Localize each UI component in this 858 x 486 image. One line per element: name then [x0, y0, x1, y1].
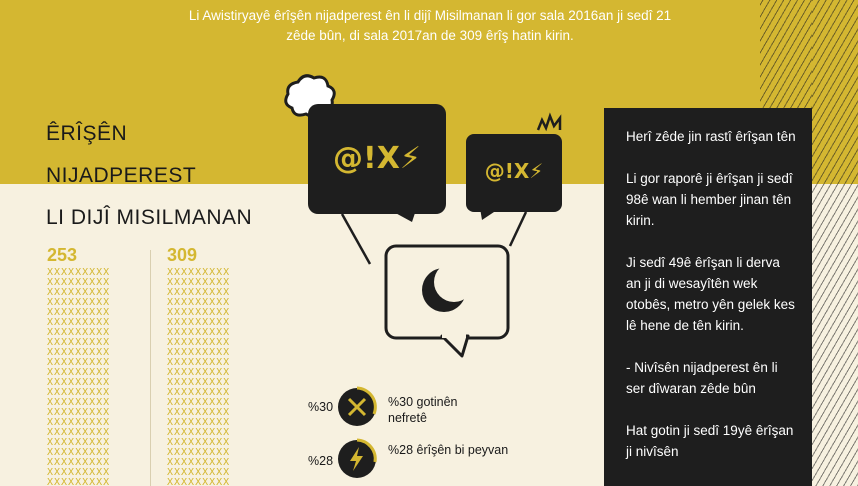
- stat-percent: %28: [308, 454, 334, 468]
- headline-line-2: zêde bûn, di sala 2017an de 309 êrîş hatin kirin.: [286, 28, 574, 43]
- headline-line-1: Li Awistiryayê êrîşên nijadperest ên li dijî Misilmanan li gor sala 2016an ji sedî 21: [188, 8, 672, 23]
- stat-percent: %30: [308, 400, 334, 414]
- x-pattern-column-right: XXXXXXXXX XXXXXXXXX XXXXXXXXX XXXXXXXXX XXXXXXXXX XXXXXXXXX XXXXXXXXX XXXXXXXXX XXXXXXXXX XXXXXXXXX XXXXXXXXX XXXXXXXXX XXXXXXXXX XXXXXXXXX XXXXXXXXX XXXXXXXXX XXXXXXXXX XXXXXXXXX XXXXXXXXX XXXXXXXXX XXXXXXXXX XXXXXXXXX: [167, 268, 231, 486]
- title-line-3: LI DIJÎ MISILMANAN: [46, 206, 253, 229]
- speech-bubble-small: [466, 134, 562, 220]
- x-pattern-column-left: XXXXXXXXX XXXXXXXXX XXXXXXXXX XXXXXXXXX XXXXXXXXX XXXXXXXXX XXXXXXXXX XXXXXXXXX XXXXXXXXX XXXXXXXXX XXXXXXXXX XXXXXXXXX XXXXXXXXX XXXXXXXXX XXXXXXXXX XXXXXXXXX XXXXXXXXX XXXXXXXXX XXXXXXXXX XXXXXXXXX XXXXXXXXX XXXXXXXXX: [47, 268, 111, 486]
- panel-paragraph-5: Hat gotin ji sedî 19yê êrîşan ji nivîsên: [626, 423, 794, 459]
- info-panel: [604, 108, 812, 486]
- year-value-right: 309: [167, 245, 198, 265]
- stat-label: %28 êrîşên bi peyvan: [388, 443, 509, 457]
- panel-paragraph-3: Ji sedî 49ê êrîşan li derva an ji di wesayîtên wek otobês, metro yên gelek kes lê hene de tên kirin.: [626, 255, 795, 333]
- year-value-left: 253: [47, 245, 78, 265]
- panel-paragraph-2: Li gor raporê ji êrîşan ji sedî 98ê wan li hember jinan tên kirin.: [626, 171, 793, 228]
- speech-bubble-large: [308, 104, 446, 222]
- panel-paragraph-4: - Nivîsên nijadperest ên li ser dîwaran zêde bûn: [626, 360, 778, 396]
- title-line-2: NIJADPEREST: [46, 164, 197, 187]
- burst-icon: [538, 116, 560, 130]
- hatch-decoration: [812, 0, 858, 486]
- stat-label: %30 gotinên: [388, 395, 458, 409]
- title-line-1: ÊRÎŞÊN: [46, 122, 128, 145]
- lightning-icon: [336, 438, 378, 480]
- symbol-text-small: @!X⚡: [484, 159, 544, 183]
- speech-bubbles-illustration: [270, 70, 600, 370]
- headline: [60, 6, 800, 46]
- stat-label-line-2: nefretê: [388, 411, 427, 425]
- column-divider: [150, 250, 151, 486]
- crescent-speech-bubble: [386, 246, 508, 356]
- x-icon: [336, 386, 378, 428]
- panel-paragraph-1: Herî zêde jin rastî êrîşan tên: [626, 129, 796, 144]
- symbol-text-large: @!X⚡: [333, 141, 421, 176]
